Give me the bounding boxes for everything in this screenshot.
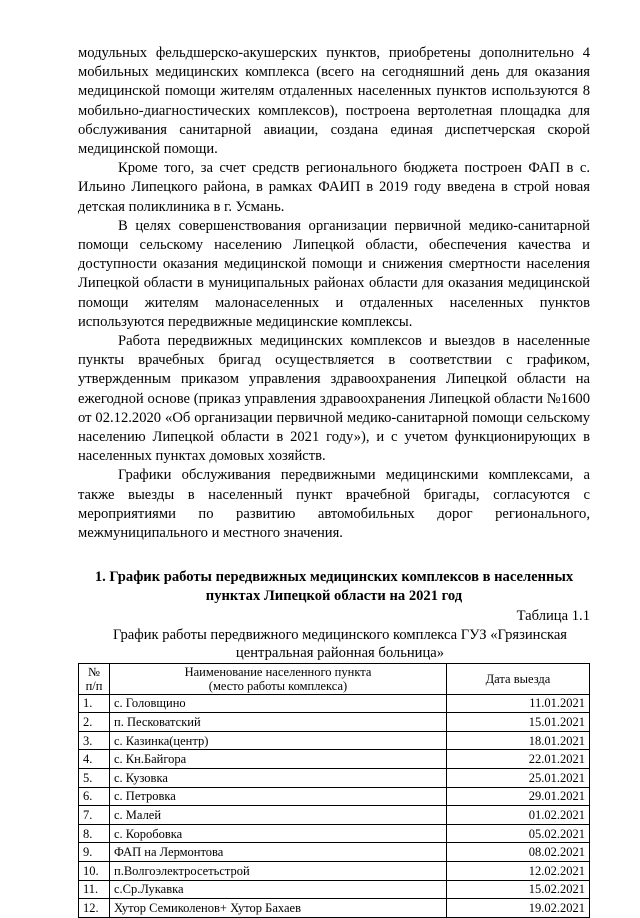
- table-row: [79, 862, 590, 881]
- document-page: [78, 44, 590, 918]
- row-name-cell: п.Волгоэлектросетьстрой: [110, 862, 447, 881]
- schedule-table: [78, 663, 590, 918]
- row-date-cell: 22.01.2021: [447, 750, 590, 769]
- row-number-cell: 6.: [79, 787, 110, 806]
- header-name-line2: (место работы комплекса): [208, 678, 348, 693]
- row-number-cell: 10.: [79, 862, 110, 881]
- row-date-cell: 25.01.2021: [447, 769, 590, 788]
- row-date-cell: 08.02.2021: [447, 843, 590, 862]
- table-row: [79, 843, 590, 862]
- row-date-cell: 12.02.2021: [447, 862, 590, 881]
- table-row: [79, 713, 590, 732]
- paragraph-5: Графики обслуживания передвижными медицинскими комплексами, а также выезды в населенный пункт врачебной бригады, согласуются с мероприятиями по развитию автомобильных дорог регионального, межмуниципального и местного значения.: [78, 467, 590, 542]
- row-number-cell: 4.: [79, 750, 110, 769]
- row-name-cell: с.Ср.Лукавка: [110, 880, 447, 899]
- row-date-cell: 05.02.2021: [447, 824, 590, 843]
- paragraph-3: В целях совершенствования организации первичной медико-санитарной помощи сельскому населению Липецкой области, обеспечения качества и доступности оказания медицинской помощи и снижения смертности населения Липецкой области в муниципальных районах области для оказания медицинской помощи жителям малонаселенных и отдаленных населенных пунктов используются передвижные медицинские комплексы.: [78, 217, 590, 330]
- row-number-cell: 7.: [79, 806, 110, 825]
- table-header-row: [79, 663, 590, 694]
- row-name-cell: ФАП на Лермонтова: [110, 843, 447, 862]
- paragraph-2: Кроме того, за счет средств регионального бюджета построен ФАП в с. Ильино Липецкого района, в рамках ФАИП в 2019 году введена в строй новая детская поликлиника в г. Усмань.: [78, 160, 590, 215]
- table-row: [79, 694, 590, 713]
- header-date: Дата выезда: [447, 663, 590, 694]
- table-row: [79, 750, 590, 769]
- row-date-cell: 01.02.2021: [447, 806, 590, 825]
- row-name-cell: п. Песковатский: [110, 713, 447, 732]
- header-name: [110, 663, 447, 694]
- row-date-cell: 11.01.2021: [447, 694, 590, 713]
- row-date-cell: 18.01.2021: [447, 731, 590, 750]
- row-number-cell: 5.: [79, 769, 110, 788]
- table-row: [79, 787, 590, 806]
- row-number-cell: 2.: [79, 713, 110, 732]
- row-name-cell: с. Головщино: [110, 694, 447, 713]
- row-number-cell: 8.: [79, 824, 110, 843]
- row-date-cell: 19.02.2021: [447, 899, 590, 918]
- section-heading: 1. График работы передвижных медицинских комплексов в населенных пунктах Липецкой области на 2021 год: [94, 569, 574, 605]
- table-row: [79, 806, 590, 825]
- table-row: [79, 899, 590, 918]
- row-date-cell: 15.02.2021: [447, 880, 590, 899]
- row-name-cell: с. Коробовка: [110, 824, 447, 843]
- row-number-cell: 12.: [79, 899, 110, 918]
- header-num: № п/п: [79, 663, 110, 694]
- row-name-cell: с. Кн.Байгора: [110, 750, 447, 769]
- row-number-cell: 3.: [79, 731, 110, 750]
- table-body: [79, 694, 590, 917]
- row-name-cell: с. Казинка(центр): [110, 731, 447, 750]
- row-name-cell: с. Малей: [110, 806, 447, 825]
- table-row: [79, 769, 590, 788]
- paragraph-4: Работа передвижных медицинских комплексов и выездов в населенные пункты врачебных бригад осуществляется в соответствии с графиком, утвержденным приказом управления здравоохранения Липецкой области на ежегодной основе (приказ управления здравоохранения Липецкой области №1600 от 02.12.2020 «Об организации первичной медико-санитарной помощи сельскому населению Липецкой области в 2021 году»), и с учетом функционирующих в населенных пунктах домовых хозяйств.: [78, 333, 590, 465]
- row-date-cell: 15.01.2021: [447, 713, 590, 732]
- table-row: [79, 824, 590, 843]
- table-number: Таблица 1.1: [516, 607, 590, 624]
- row-name-cell: с. Кузовка: [110, 769, 447, 788]
- row-name-cell: с. Петровка: [110, 787, 447, 806]
- table-row: [79, 880, 590, 899]
- row-name-cell: Хутор Семиколенов+ Хутор Бахаев: [110, 899, 447, 918]
- paragraph-1: модульных фельдшерско-акушерских пунктов, приобретены дополнительно 4 мобильных медицинских комплекса (всего на сегодняшний день для оказания медицинской помощи жителям отдаленных населенных пунктов используются 8 мобильно-диагностических комплексов), построена вертолетная площадка для обслуживания санитарной авиации, создана единая диспетчерская скорой медицинской помощи.: [78, 45, 590, 158]
- row-number-cell: 9.: [79, 843, 110, 862]
- header-name-line1: Наименование населенного пункта: [184, 664, 372, 679]
- table-caption: График работы передвижного медицинского комплекса ГУЗ «Грязинская центральная районная больница»: [112, 626, 568, 661]
- table-row: [79, 731, 590, 750]
- row-number-cell: 1.: [79, 694, 110, 713]
- row-date-cell: 29.01.2021: [447, 787, 590, 806]
- row-number-cell: 11.: [79, 880, 110, 899]
